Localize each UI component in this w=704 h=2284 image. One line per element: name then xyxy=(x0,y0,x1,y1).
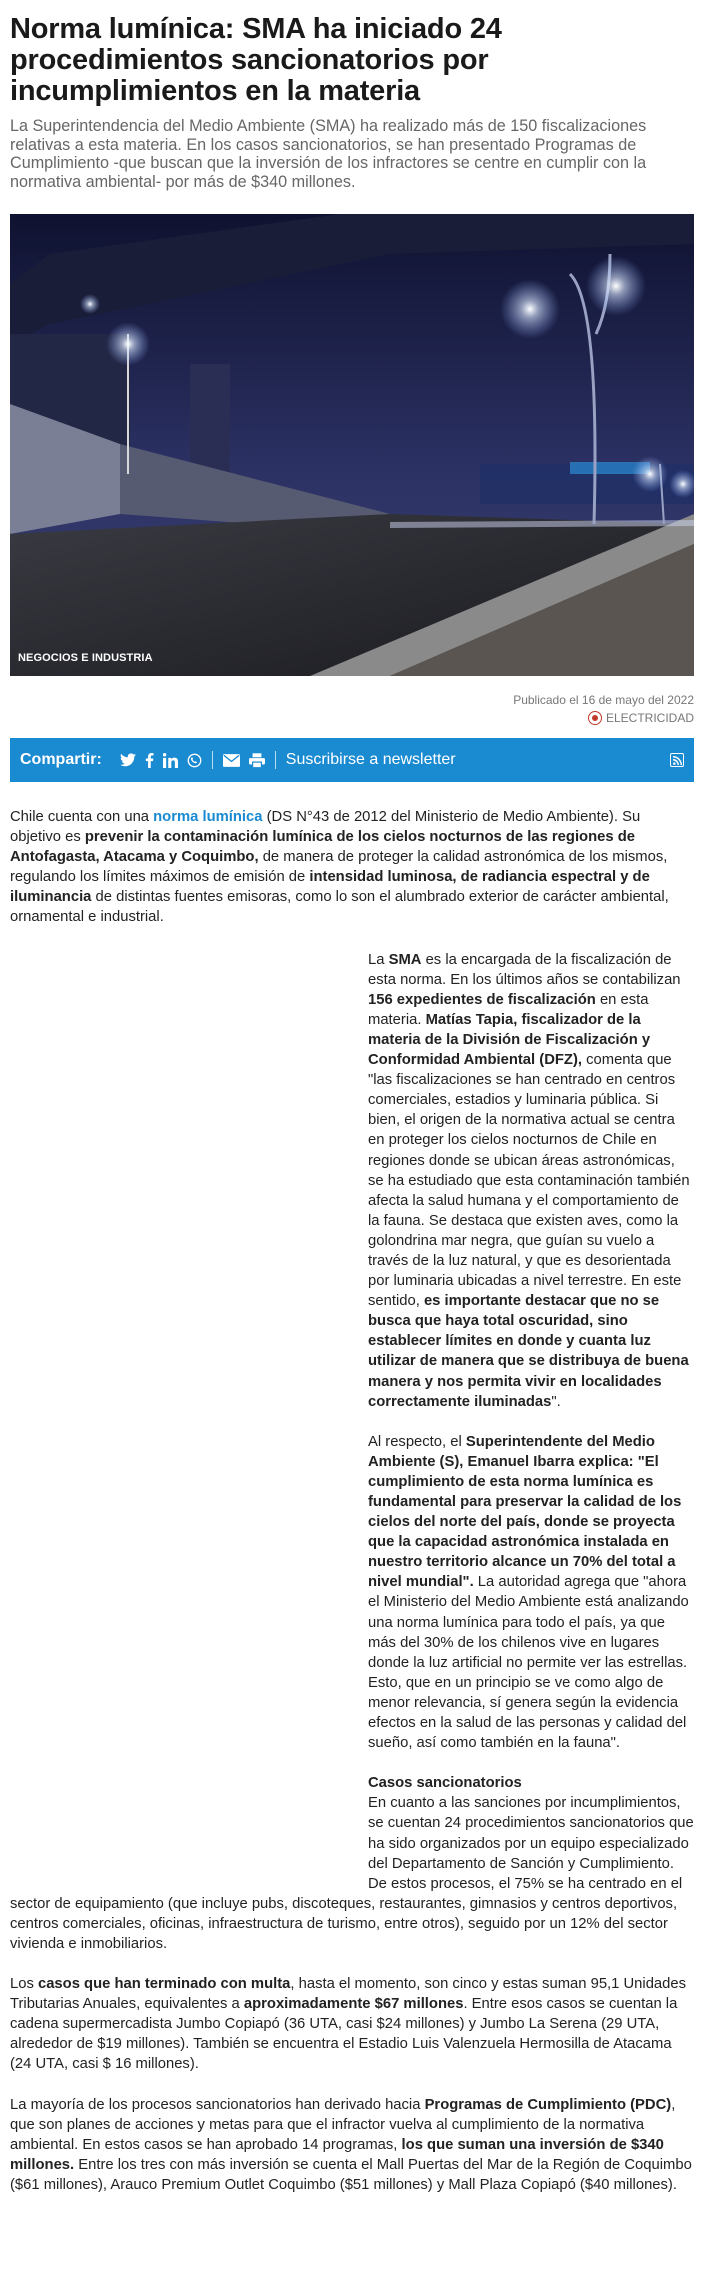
night-street-photo xyxy=(10,214,694,676)
text: Entre los tres con más inversión se cuenta el Mall Puertas del Mar de la Región de Coquimbo ($61 millones), Arauco Premium Outlet Coquimbo ($51 millones) y Mall Plaza Copiapó ($40 millones). xyxy=(10,2156,692,2193)
paragraph-sma xyxy=(368,950,694,1412)
text: , hasta el momento, son cinco y estas suman 95,1 Unidades Tributarias Anuales, equivalentes a xyxy=(10,1976,687,2013)
hero-image[interactable] xyxy=(10,214,694,676)
paragraph-multas xyxy=(10,1974,694,2074)
float-spacer xyxy=(10,950,368,1885)
rss-icon[interactable] xyxy=(670,753,684,767)
bold-text: Programas de Cumplimiento (PDC) xyxy=(424,2096,672,2113)
category-dot-icon xyxy=(588,711,602,725)
newsletter-separator xyxy=(275,751,276,769)
print-icon[interactable] xyxy=(249,753,265,768)
text: de distintas fuentes emisoras, como lo son el alumbrado exterior de carácter ambiental, ornamental e industrial. xyxy=(10,889,669,926)
norma-luminica-link[interactable]: norma lumínica xyxy=(153,809,263,825)
image-caption: NEGOCIOS E INDUSTRIA xyxy=(18,652,153,664)
article-body xyxy=(10,807,694,2195)
bold-text: aproximadamente $67 millones xyxy=(243,1996,464,2013)
facebook-icon[interactable] xyxy=(145,753,154,768)
text: es la encargada de la fiscalización de esta norma. En los últimos años se contabilizan xyxy=(368,951,681,988)
text: . Entre esos casos se cuentan la cadena supermercadista Jumbo Copiapó (36 UTA, casi $24 millones) y Jumbo La Serena (29 UTA, alrededor de $19 millones). También se encuentra el Estadio Luis Valenzuela Hermosilla de Atacama (24 UTA, casi $ 16 millones). xyxy=(10,1996,678,2073)
share-separator xyxy=(212,751,213,769)
article-title: Norma lumínica: SMA ha iniciado 24 procedimientos sancionatorios por incumplimientos en la materia xyxy=(10,13,502,107)
bold-text: 156 expedientes de fiscalización xyxy=(368,991,596,1008)
text: , que son planes de acciones y metas para que el infractor vuelva al cumplimiento de la normativa ambiental. En estos casos se han aprobado 14 programas, xyxy=(10,2096,676,2153)
bold-text: Superintendente del Medio Ambiente (S), Emanuel Ibarra explica: "El cumplimiento de esta norma lumínica es fundamental para preservar la calidad de los cielos del norte del país, donde se proyecta que la capacidad astronómica instalada en nuestro territorio alcance un 70% del total a nivel mundial". xyxy=(368,1433,682,1591)
paragraph-superintendente xyxy=(368,1432,694,1754)
text: en esta materia. xyxy=(368,991,649,1028)
bold-text: SMA xyxy=(388,951,422,968)
share-icons xyxy=(120,753,202,768)
bold-text: intensidad luminosa, de radiancia espectral y de iluminancia xyxy=(10,869,650,906)
text: Al respecto, el xyxy=(368,1433,466,1450)
floated-section xyxy=(10,950,694,1955)
text: La autoridad agrega que "ahora el Ministerio del Medio Ambiente está analizando una norma lumínica para todo el país, ya que más del 30% de los chilenos vive en lugares donde la luz artificial no permite ver las estrellas. Esto, que en un principio se ve como algo de menor relevancia, sí genera según la evidencia efectos en la salud de las personas y calidad del sueño, así como también en la fauna". xyxy=(368,1574,689,1752)
mail-icon[interactable] xyxy=(223,754,240,767)
published-date: Publicado el 16 de mayo del 2022 xyxy=(513,693,694,707)
bold-text: los que suman una inversión de $340 millones. xyxy=(10,2136,664,2173)
text: La mayoría de los procesos sancionatorios han derivado hacia xyxy=(10,2096,425,2113)
category-tag[interactable] xyxy=(588,710,694,726)
text: ". xyxy=(551,1393,561,1410)
text: Chile cuenta con una xyxy=(10,809,154,825)
paragraph-intro xyxy=(10,807,694,928)
contact-icons xyxy=(223,753,265,768)
whatsapp-icon[interactable] xyxy=(187,753,202,768)
text: Los xyxy=(10,1976,38,1993)
text: de manera de proteger la calidad astronómica de los mismos, regulando los límites máximos de emisión de xyxy=(10,849,668,886)
article-meta xyxy=(10,692,694,726)
text: comenta que "las fiscalizaciones se han centrado en centros comerciales, estadios y luminaria pública. Si bien, el origen de la normativa actual se centra en proteger los cielos nocturnos de Chile en regiones donde se ubican áreas astronómicas, se ha estudiado que esta contaminación también afecta la salud humana y el comportamiento de la fauna. Se destaca que existen aves, como la golondrina mar negra, que guían su vuelo a través de la luz natural, y que es desorientada por luminaria ubicadas a nivel terrestre. En este sentido, xyxy=(368,1052,690,1310)
bold-text: Matías Tapia, fiscalizador de la materia de la División de Fiscalización y Conformidad Ambiental (DFZ), xyxy=(368,1011,651,1069)
share-label: Compartir: xyxy=(20,751,102,768)
section-heading: Casos sancionatorios xyxy=(368,1775,522,1792)
bold-text: prevenir la contaminación lumínica de los cielos nocturnos de las regiones de Antofagasta, Atacama y Coquimbo, xyxy=(10,829,635,866)
paragraph-pdc xyxy=(10,2095,694,2195)
twitter-icon[interactable] xyxy=(120,753,136,767)
newsletter-link[interactable]: Suscribirse a newsletter xyxy=(285,751,456,768)
bold-text: casos que han terminado con multa xyxy=(37,1976,291,1993)
article-lead: La Superintendencia del Medio Ambiente (SMA) ha realizado más de 150 fiscalizaciones relativas a esta materia. En los casos sancionatorios, se han presentado Programas de Cumplimiento -que buscan que la inversión de los infractores se centre en cumplir con la normativa ambiental- por más de $340 millones. xyxy=(10,117,647,191)
bold-text: es importante destacar que no se busca que haya total oscuridad, sino establecer límites en donde y cuanta luz utilizar de manera que se distribuya de buena manera y nos permita vivir en localidades correctamente iluminadas xyxy=(368,1293,689,1410)
share-bar xyxy=(10,738,694,782)
linkedin-icon[interactable] xyxy=(163,753,178,768)
text: La xyxy=(368,951,389,968)
text: (DS N°43 de 2012 del Ministerio de Medio Ambiente). Su objetivo es xyxy=(10,809,641,846)
category-label: ELECTRICIDAD xyxy=(605,711,694,725)
text: En cuanto a las sanciones por incumplimientos, se cuentan 24 procedimientos sancionatorios que ha sido organizados por un equipo especializado del Departamento de Sanción y Cumplimiento. De estos procesos, el 75% se ha centrado en el sector de equipamiento (que incluye pubs, discoteques, restaurantes, gimnasios y centros deportivos, centros comerciales, oficinas, infraestructura de turismo, entre otros), seguido por un 12% del sector vivienda e inmobiliarios. xyxy=(10,1795,694,1952)
